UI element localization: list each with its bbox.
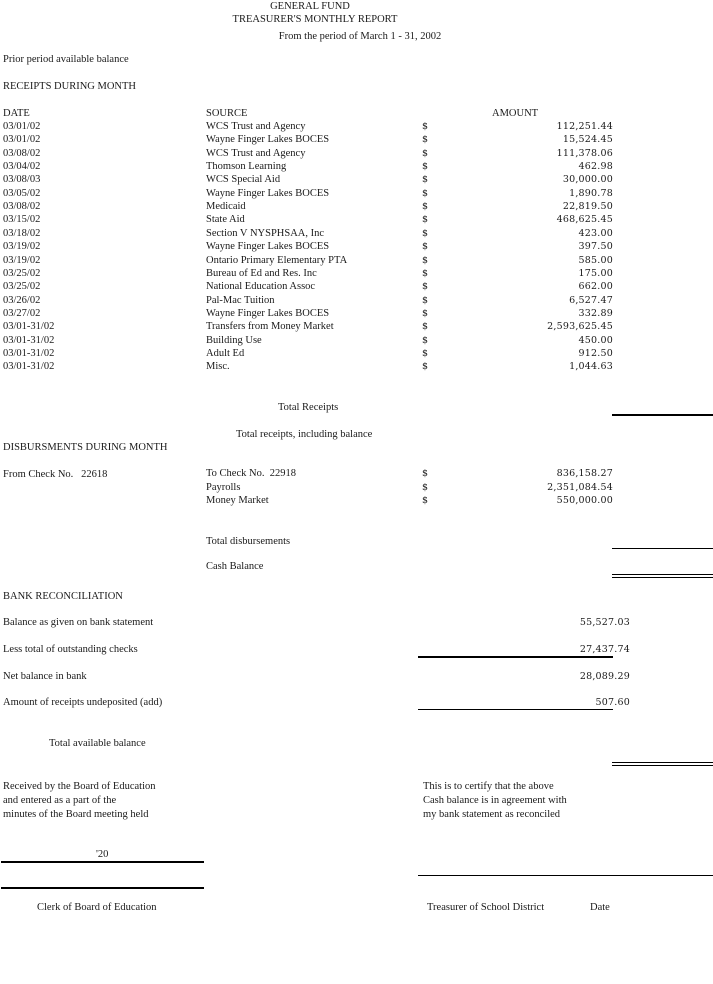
board-text-line-2: and entered as a part of the xyxy=(3,795,117,806)
outstanding-checks-label: Less total of outstanding checks xyxy=(3,644,138,655)
receipt-currency-symbol: $ xyxy=(422,174,429,186)
receipt-row xyxy=(0,295,713,308)
receipt-date: 03/19/02 xyxy=(3,241,41,253)
outstanding-checks-underline xyxy=(418,656,613,658)
from-check-label: From Check No. 22618 xyxy=(3,469,108,480)
net-balance-label: Net balance in bank xyxy=(3,671,87,682)
receipt-amount: 912.50 xyxy=(578,347,613,359)
disbursement-currency-symbol: $ xyxy=(422,468,429,479)
receipt-currency-symbol: $ xyxy=(422,147,429,159)
col-header-date: DATE xyxy=(3,108,30,119)
receipt-amount: 332.89 xyxy=(578,307,613,319)
receipt-date: 03/26/02 xyxy=(3,294,41,306)
receipt-date: 03/15/02 xyxy=(3,214,41,226)
undeposited-underline xyxy=(418,709,613,710)
report-title: TREASURER'S MONTHLY REPORT xyxy=(232,14,398,25)
receipt-source: State Aid xyxy=(206,214,245,226)
receipt-currency-symbol: $ xyxy=(422,134,429,146)
report-period: From the period of March 1 - 31, 2002 xyxy=(278,31,442,42)
receipt-date: 03/08/03 xyxy=(3,174,41,186)
receipt-currency-symbol: $ xyxy=(422,361,429,373)
receipt-amount: 175.00 xyxy=(578,267,613,279)
bank-statement-value: 55,527.03 xyxy=(579,617,630,628)
treasurer-label: Treasurer of School District xyxy=(427,902,545,913)
receipt-currency-symbol: $ xyxy=(422,227,429,239)
total-disbursements-underline xyxy=(612,548,713,549)
receipt-date: 03/19/02 xyxy=(3,254,41,266)
receipt-currency-symbol: $ xyxy=(422,321,429,333)
receipt-source: Thomson Learning xyxy=(206,161,287,173)
receipt-source: Wayne Finger Lakes BOCES xyxy=(206,187,330,199)
total-receipts-underline xyxy=(612,414,713,416)
receipt-row xyxy=(0,348,713,361)
undeposited-label: Amount of receipts undeposited (add) xyxy=(3,697,163,708)
receipt-row xyxy=(0,134,713,147)
receipt-date: 03/01-31/02 xyxy=(3,334,55,346)
receipt-date: 03/04/02 xyxy=(3,161,41,173)
disbursement-row xyxy=(0,468,713,481)
receipt-row xyxy=(0,255,713,268)
treasurer-signature-line[interactable] xyxy=(418,875,713,876)
receipt-date: 03/25/02 xyxy=(3,281,41,293)
receipt-source: WCS Trust and Agency xyxy=(206,121,306,132)
receipt-currency-symbol: $ xyxy=(422,187,429,199)
receipt-row xyxy=(0,148,713,161)
receipt-amount: 462.98 xyxy=(578,161,613,173)
receipt-amount: 22,819.50 xyxy=(562,201,613,213)
receipt-source: Wayne Finger Lakes BOCES xyxy=(206,307,330,319)
receipt-source: Misc. xyxy=(206,361,230,373)
disbursements-section-title: DISBURSMENTS DURING MONTH xyxy=(3,442,168,453)
total-available-double-underline-1 xyxy=(612,762,713,763)
bank-statement-label: Balance as given on bank statement xyxy=(3,617,154,628)
receipt-currency-symbol: $ xyxy=(422,201,429,213)
receipt-amount: 112,251.44 xyxy=(556,121,613,132)
disbursement-currency-symbol: $ xyxy=(422,495,429,506)
receipt-row xyxy=(0,161,713,174)
receipt-source: Section V NYSPHSAA, Inc xyxy=(206,227,325,239)
receipt-row xyxy=(0,121,713,134)
disbursement-amount: 2,351,084.54 xyxy=(547,481,613,493)
receipt-amount: 1,044.63 xyxy=(569,361,613,373)
receipt-amount: 585.00 xyxy=(578,254,613,266)
receipt-source: Ontario Primary Elementary PTA xyxy=(206,254,348,266)
disbursement-label: Payrolls xyxy=(206,481,241,493)
total-disbursements-label: Total disbursements xyxy=(206,536,291,547)
receipt-amount: 468,625.45 xyxy=(556,214,613,226)
receipt-currency-symbol: $ xyxy=(422,214,429,226)
col-header-amount: AMOUNT xyxy=(492,108,539,119)
disbursement-row xyxy=(0,482,713,495)
receipt-amount: 662.00 xyxy=(578,281,613,293)
receipt-currency-symbol: $ xyxy=(422,307,429,319)
receipt-row xyxy=(0,268,713,281)
receipt-source: Transfers from Money Market xyxy=(206,321,334,333)
receipt-amount: 2,593,625.45 xyxy=(547,321,613,333)
receipt-source: Medicaid xyxy=(206,201,246,213)
total-available-label: Total available balance xyxy=(49,738,146,749)
receipt-source: WCS Trust and Agency xyxy=(206,147,306,159)
receipts-section-title: RECEIPTS DURING MONTH xyxy=(3,81,137,92)
receipt-row xyxy=(0,321,713,334)
cash-balance-double-underline-2 xyxy=(612,577,713,578)
prior-balance-label: Prior period available balance xyxy=(3,54,129,65)
board-text-line-1: Received by the Board of Education xyxy=(3,781,156,792)
meeting-date-signature-line[interactable] xyxy=(1,861,204,863)
receipt-date: 03/18/02 xyxy=(3,227,41,239)
receipt-amount: 6,527.47 xyxy=(569,294,613,306)
receipt-row xyxy=(0,228,713,241)
receipt-row xyxy=(0,201,713,214)
receipt-date: 03/25/02 xyxy=(3,267,41,279)
receipt-row xyxy=(0,241,713,254)
receipt-source: Wayne Finger Lakes BOCES xyxy=(206,134,330,146)
receipt-amount: 15,524.45 xyxy=(562,134,613,146)
receipt-source: WCS Special Aid xyxy=(206,174,281,186)
disbursement-label: Money Market xyxy=(206,495,269,506)
receipt-source: National Education Assoc xyxy=(206,281,316,293)
receipt-currency-symbol: $ xyxy=(422,161,429,173)
receipt-date: 03/01/02 xyxy=(3,121,41,132)
undeposited-value: 507.60 xyxy=(595,697,630,708)
receipt-currency-symbol: $ xyxy=(422,347,429,359)
disbursement-amount: 550,000.00 xyxy=(556,495,613,506)
receipt-row xyxy=(0,188,713,201)
net-balance-value: 28,089.29 xyxy=(579,671,630,682)
receipt-source: Adult Ed xyxy=(206,347,245,359)
outstanding-checks-value: 27,437.74 xyxy=(579,644,630,655)
receipt-date: 03/08/02 xyxy=(3,201,41,213)
disbursement-amount: 836,158.27 xyxy=(556,468,613,479)
receipt-source: Building Use xyxy=(206,334,262,346)
fund-name: GENERAL FUND xyxy=(270,1,350,12)
receipt-date: 03/01-31/02 xyxy=(3,321,55,333)
receipt-currency-symbol: $ xyxy=(422,281,429,293)
receipt-currency-symbol: $ xyxy=(422,254,429,266)
total-incl-balance-label: Total receipts, including balance xyxy=(236,429,373,440)
receipt-date: 03/01/02 xyxy=(3,134,41,146)
receipt-amount: 111,378.06 xyxy=(556,147,613,159)
receipt-date: 03/05/02 xyxy=(3,187,41,199)
receipt-currency-symbol: $ xyxy=(422,294,429,306)
receipt-source: Pal-Mac Tuition xyxy=(206,294,275,306)
receipt-row xyxy=(0,214,713,227)
disbursement-currency-symbol: $ xyxy=(422,481,429,493)
receipt-row xyxy=(0,361,713,374)
receipt-amount: 450.00 xyxy=(578,334,613,346)
certify-text-line-2: Cash balance is in agreement with xyxy=(423,795,567,806)
date-label: Date xyxy=(590,902,610,913)
receipt-row xyxy=(0,281,713,294)
receipt-amount: 1,890.78 xyxy=(569,187,613,199)
receipt-source: Wayne Finger Lakes BOCES xyxy=(206,241,330,253)
col-header-source: SOURCE xyxy=(206,108,248,119)
disbursement-label: To Check No. 22918 xyxy=(206,468,296,479)
total-receipts-label: Total Receipts xyxy=(278,402,339,413)
board-text-line-3: minutes of the Board meeting held xyxy=(3,809,149,820)
receipt-currency-symbol: $ xyxy=(422,267,429,279)
receipt-currency-symbol: $ xyxy=(422,241,429,253)
receipt-date: 03/08/02 xyxy=(3,147,41,159)
cash-balance-double-underline-1 xyxy=(612,574,713,575)
receipt-amount: 397.50 xyxy=(578,241,613,253)
total-available-double-underline-2 xyxy=(612,765,713,766)
receipt-date: 03/27/02 xyxy=(3,307,41,319)
receipt-row xyxy=(0,335,713,348)
meeting-year-prefix: '20 xyxy=(96,849,109,860)
clerk-label: Clerk of Board of Education xyxy=(37,902,157,913)
receipt-row xyxy=(0,174,713,187)
receipt-source: Bureau of Ed and Res. Inc xyxy=(206,267,317,279)
receipt-amount: 423.00 xyxy=(578,227,613,239)
certify-text-line-3: my bank statement as reconciled xyxy=(423,809,561,820)
clerk-signature-line[interactable] xyxy=(1,887,204,889)
receipt-amount: 30,000.00 xyxy=(562,174,613,186)
receipt-currency-symbol: $ xyxy=(422,121,429,132)
cash-balance-label: Cash Balance xyxy=(206,561,264,572)
certify-text-line-1: This is to certify that the above xyxy=(423,781,554,792)
reconciliation-section-title: BANK RECONCILIATION xyxy=(3,591,123,602)
disbursement-row xyxy=(0,495,713,508)
receipt-date: 03/01-31/02 xyxy=(3,347,55,359)
receipt-date: 03/01-31/02 xyxy=(3,361,55,373)
receipt-row xyxy=(0,308,713,321)
receipt-currency-symbol: $ xyxy=(422,334,429,346)
